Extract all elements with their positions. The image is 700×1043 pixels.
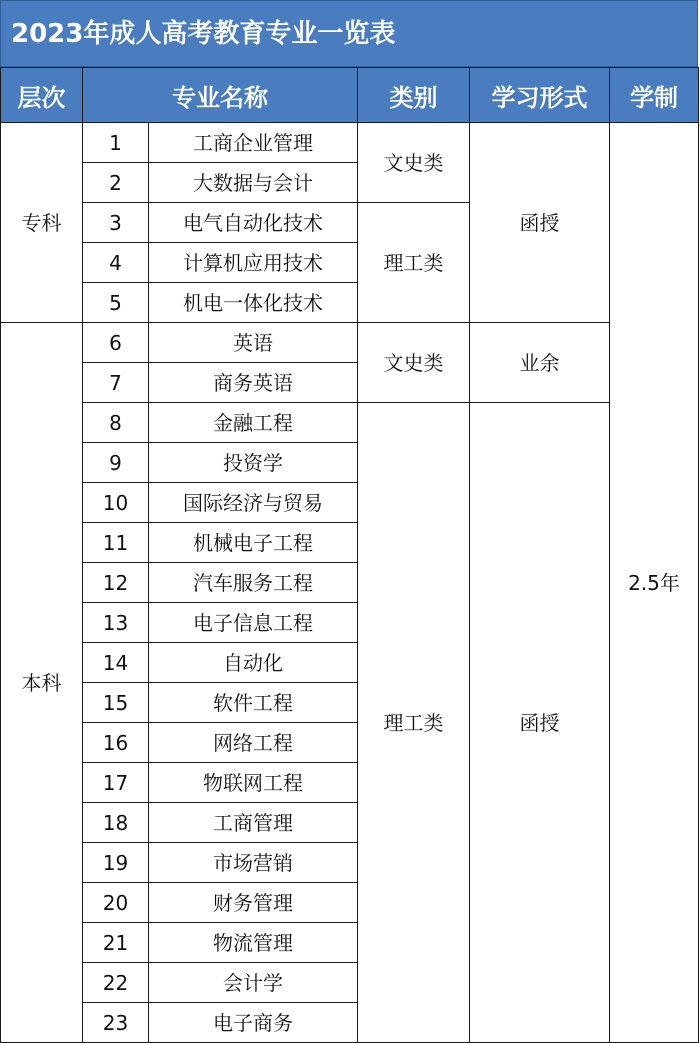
- row-number: 2: [83, 163, 149, 203]
- major-name: 市场营销: [149, 843, 358, 883]
- major-name: 网络工程: [149, 723, 358, 763]
- major-name: 物流管理: [149, 923, 358, 963]
- major-name: 物联网工程: [149, 763, 358, 803]
- major-name: 投资学: [149, 443, 358, 483]
- row-number: 21: [83, 923, 149, 963]
- header-category: 类别: [358, 68, 470, 123]
- row-number: 15: [83, 683, 149, 723]
- major-name: 国际经济与贸易: [149, 483, 358, 523]
- row-number: 14: [83, 643, 149, 683]
- category-cell: 理工类: [358, 403, 470, 1043]
- major-name: 计算机应用技术: [149, 243, 358, 283]
- header-duration: 学制: [610, 68, 699, 123]
- category-cell: 文史类: [358, 323, 470, 403]
- row-number: 4: [83, 243, 149, 283]
- header-major: 专业名称: [83, 68, 358, 123]
- major-name: 机械电子工程: [149, 523, 358, 563]
- row-number: 3: [83, 203, 149, 243]
- row-number: 10: [83, 483, 149, 523]
- mode-cell: 函授: [470, 123, 610, 323]
- header-level: 层次: [1, 68, 83, 123]
- major-name: 英语: [149, 323, 358, 363]
- row-number: 17: [83, 763, 149, 803]
- row-number: 16: [83, 723, 149, 763]
- table-row: [1, 323, 699, 363]
- title-text: 2023年成人高考教育专业一览表: [11, 19, 396, 49]
- mode-cell: 业余: [470, 323, 610, 403]
- table-row: [1, 123, 699, 163]
- major-name: 工商管理: [149, 803, 358, 843]
- major-name: 大数据与会计: [149, 163, 358, 203]
- page-title: [0, 0, 698, 67]
- row-number: 1: [83, 123, 149, 163]
- row-number: 13: [83, 603, 149, 643]
- major-name: 电子商务: [149, 1003, 358, 1043]
- major-name: 电子信息工程: [149, 603, 358, 643]
- row-number: 11: [83, 523, 149, 563]
- mode-cell: 函授: [470, 403, 610, 1043]
- major-name: 机电一体化技术: [149, 283, 358, 323]
- major-name: 金融工程: [149, 403, 358, 443]
- row-number: 6: [83, 323, 149, 363]
- major-name: 软件工程: [149, 683, 358, 723]
- major-name: 工商企业管理: [149, 123, 358, 163]
- level-zhuanke: 专科: [1, 123, 83, 323]
- major-name: 会计学: [149, 963, 358, 1003]
- duration-cell: 2.5年: [610, 123, 699, 1043]
- category-cell: 理工类: [358, 203, 470, 323]
- row-number: 8: [83, 403, 149, 443]
- row-number: 7: [83, 363, 149, 403]
- table-row: [1, 403, 699, 443]
- row-number: 12: [83, 563, 149, 603]
- row-number: 22: [83, 963, 149, 1003]
- level-benke: 本科: [1, 323, 83, 1043]
- major-name: 商务英语: [149, 363, 358, 403]
- row-number: 18: [83, 803, 149, 843]
- row-number: 19: [83, 843, 149, 883]
- category-cell: 文史类: [358, 123, 470, 203]
- row-number: 5: [83, 283, 149, 323]
- major-name: 电气自动化技术: [149, 203, 358, 243]
- row-number: 23: [83, 1003, 149, 1043]
- header-mode: 学习形式: [470, 68, 610, 123]
- row-number: 9: [83, 443, 149, 483]
- major-name: 财务管理: [149, 883, 358, 923]
- row-number: 20: [83, 883, 149, 923]
- major-name: 自动化: [149, 643, 358, 683]
- header-row: [1, 68, 699, 123]
- majors-table: [0, 67, 699, 1043]
- major-name: 汽车服务工程: [149, 563, 358, 603]
